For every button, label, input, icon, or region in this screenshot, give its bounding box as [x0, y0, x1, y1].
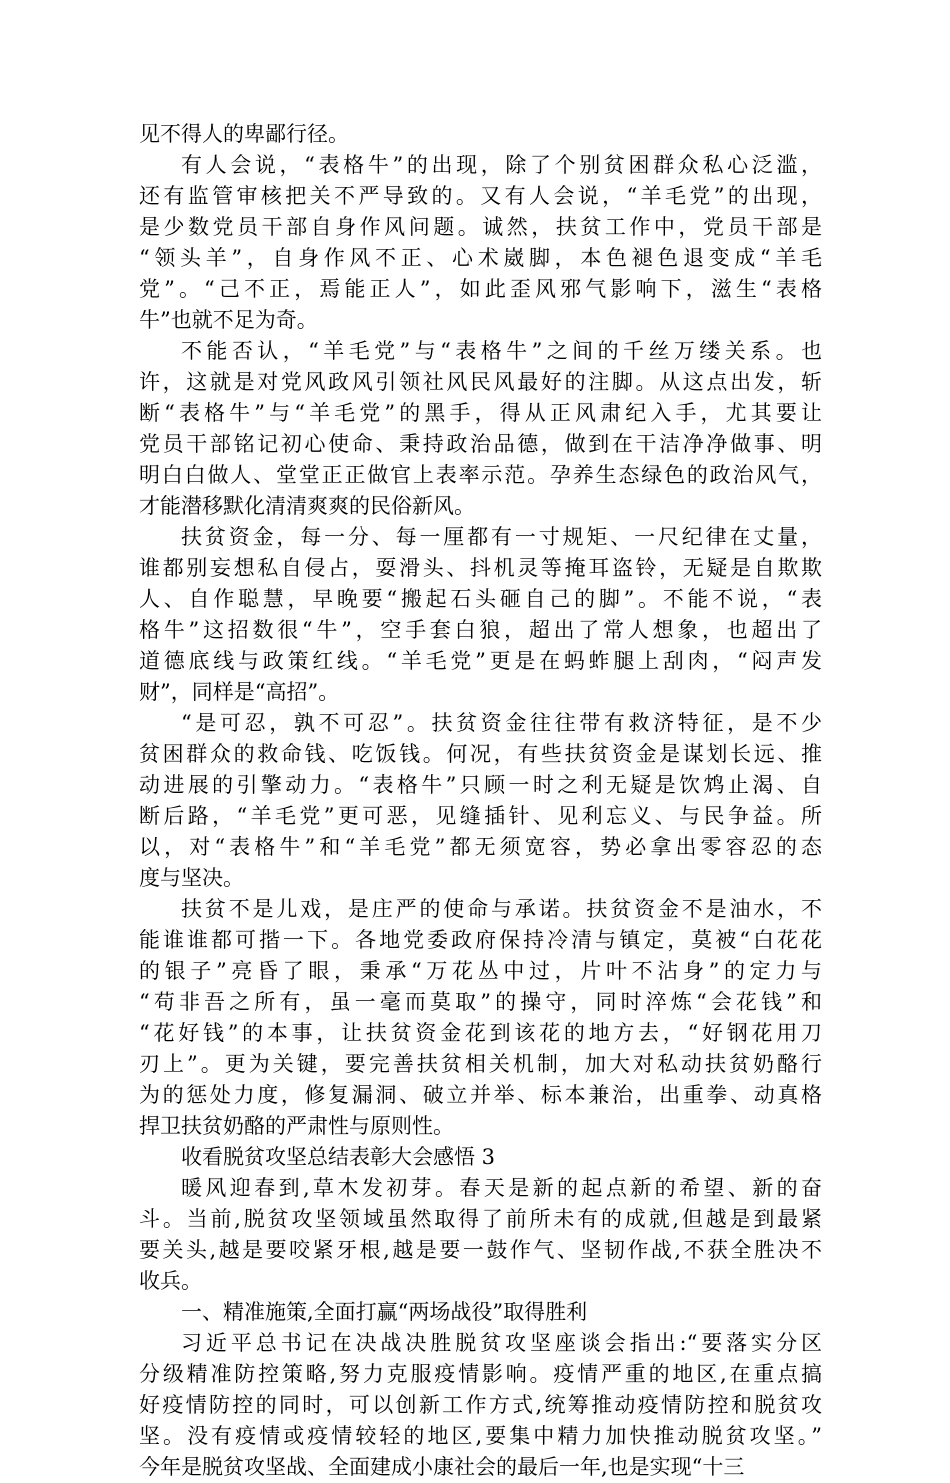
paragraph-line: 能谁谁都可揩一下。各地党委政府保持冷清与镇定，莫被“白花花	[139, 928, 822, 952]
paragraph-line: “花好钱”的本事，让扶贫资金花到该花的地方去，“好钢花用刀	[139, 1021, 822, 1045]
paragraph	[139, 522, 822, 708]
paragraph-line: 见不得人的卑鄙行径。	[139, 122, 349, 146]
paragraph-line: 暖风迎春到,草木发初芽。春天是新的起点新的希望、新的奋	[181, 1176, 822, 1200]
section-heading	[139, 1297, 822, 1328]
paragraph-line: “领头羊”，自身作风不正、心术崴脚，本色褪色退变成“羊毛	[139, 246, 822, 270]
paragraph-line: 还有监管审核把关不严导致的。又有人会说，“羊毛党”的出现，	[139, 184, 822, 208]
paragraph-line: 刃上”。更为关键，要完善扶贫相关机制，加大对私动扶贫奶酪行	[139, 1052, 822, 1076]
paragraph-line: 斗。当前,脱贫攻坚领域虽然取得了前所未有的成就,但越是到最紧	[139, 1207, 822, 1231]
paragraph	[139, 336, 822, 522]
paragraph-line: 许，这就是对党风政风引领社风民风最好的注脚。从这点出发，斩	[139, 370, 822, 394]
paragraph	[139, 1328, 822, 1483]
paragraph-line: 断“表格牛”与“羊毛党”的黑手，得从正风肃纪入手，尤其要让	[139, 401, 822, 425]
paragraph-line: 分级精准防控策略,努力克服疫情影响。疫情严重的地区,在重点搞	[139, 1362, 822, 1386]
paragraph-line: 的银子”亮昏了眼，秉承“万花丛中过，片叶不沾身”的定力与	[139, 959, 822, 983]
paragraph	[139, 894, 822, 1142]
paragraph-line: 明白白做人、堂堂正正做官上表率示范。孕养生态绿色的政治风气，	[139, 463, 822, 487]
paragraph-line: 不能否认，“羊毛党”与“表格牛”之间的千丝万缕关系。也	[181, 339, 822, 363]
paragraph	[139, 150, 822, 336]
document-page	[139, 119, 822, 1483]
paragraph-line: “苟非吾之所有，虽一毫而莫取”的操守，同时淬炼“会花钱”和	[139, 990, 822, 1014]
heading-text: 一、精准施策,全面打赢“两场战役”取得胜利	[181, 1300, 588, 1324]
paragraph-line: 谁都别妄想私自侵占，耍滑头、抖机灵等掩耳盗铃，无疑是自欺欺	[139, 556, 822, 580]
paragraph-line: 习近平总书记在决战决胜脱贫攻坚座谈会指出:“要落实分区	[181, 1331, 822, 1355]
paragraph-line: 今年是脱贫攻坚战、全面建成小康社会的最后一年,也是实现“十三	[139, 1455, 745, 1479]
paragraph-line: 有人会说，“表格牛”的出现，除了个别贫困群众私心泛滥，	[181, 153, 822, 177]
paragraph-line: 是少数党员干部自身作风问题。诚然，扶贫工作中，党员干部是	[139, 215, 822, 239]
heading-text: 收看脱贫攻坚总结表彰大会感悟 3	[181, 1145, 496, 1169]
paragraph-line: 为的惩处力度，修复漏洞、破立并举、标本兼治，出重拳、动真格	[139, 1083, 822, 1107]
paragraph-line: “是可忍，孰不可忍”。扶贫资金往往带有救济特征，是不少	[181, 711, 822, 735]
paragraph	[139, 708, 822, 894]
paragraph-line: 人、自作聪慧，早晚要“搬起石头砸自己的脚”。不能不说，“表	[139, 587, 822, 611]
paragraph-line: 格牛”这招数很“牛”，空手套白狼，超出了常人想象，也超出了	[139, 618, 822, 642]
section-heading	[139, 1142, 822, 1173]
paragraph-line: 才能潜移默化清清爽爽的民俗新风。	[139, 494, 475, 518]
paragraph-line: 扶贫不是儿戏，是庄严的使命与承诺。扶贫资金不是油水，不	[181, 897, 822, 921]
paragraph-line: 扶贫资金，每一分、每一厘都有一寸规矩、一尺纪律在丈量，	[181, 525, 822, 549]
paragraph-line: 要关头,越是要咬紧牙根,越是要一鼓作气、坚韧作战,不获全胜决不	[139, 1238, 822, 1262]
paragraph-line: 捍卫扶贫奶酪的严肃性与原则性。	[139, 1114, 454, 1138]
paragraph-line: 党”。“己不正，焉能正人”，如此歪风邪气影响下，滋生“表格	[139, 277, 822, 301]
paragraph-line: 收兵。	[139, 1269, 202, 1293]
paragraph-line: 度与坚决。	[139, 866, 244, 890]
paragraph-line: 党员干部铭记初心使命、秉持政治品德，做到在干洁净净做事、明	[139, 432, 822, 456]
paragraph-line: 断后路，“羊毛党”更可恶，见缝插针、见利忘义、与民争益。所	[139, 804, 822, 828]
paragraph-line: 好疫情防控的同时，可以创新工作方式,统筹推动疫情防控和脱贫攻	[139, 1393, 822, 1417]
paragraph-line: 以，对“表格牛”和“羊毛党”都无须宽容，势必拿出零容忍的态	[139, 835, 822, 859]
paragraph	[139, 119, 822, 150]
paragraph-line: 财”，同样是“高招”。	[139, 680, 340, 704]
paragraph-line: 贫困群众的救命钱、吃饭钱。何况，有些扶贫资金是谋划长远、推	[139, 742, 822, 766]
paragraph	[139, 1173, 822, 1297]
paragraph-line: 牛”也就不足为奇。	[139, 308, 318, 332]
paragraph-line: 坚。没有疫情或疫情较轻的地区,要集中精力加快推动脱贫攻坚。”	[139, 1424, 822, 1448]
paragraph-line: 道德底线与政策红线。“羊毛党”更是在蚂蚱腿上刮肉，“闷声发	[139, 649, 822, 673]
paragraph-line: 动进展的引擎动力。“表格牛”只顾一时之利无疑是饮鸩止渴、自	[139, 773, 822, 797]
